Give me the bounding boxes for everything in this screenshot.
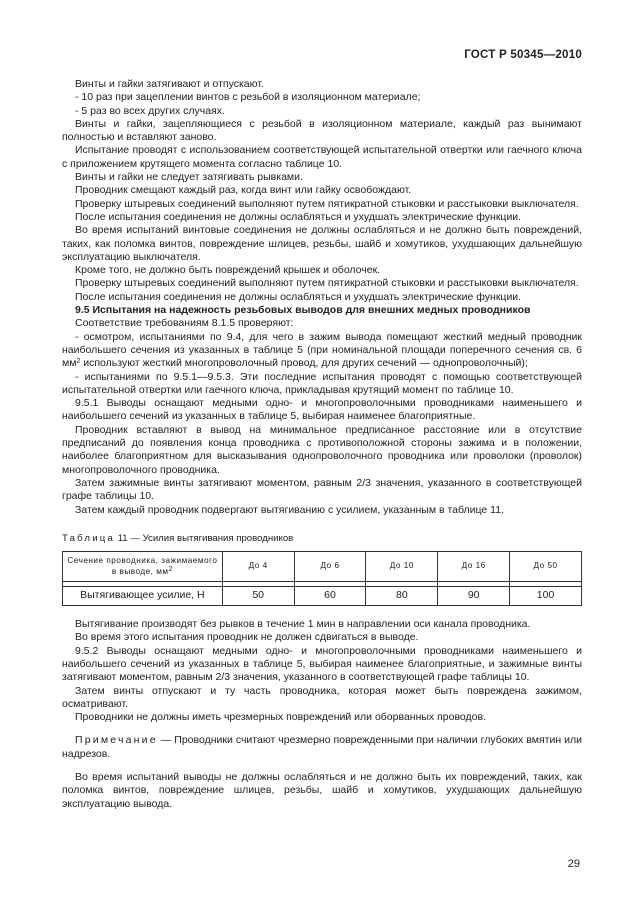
table-cell: 50 <box>222 587 294 606</box>
paragraph: После испытания соединения не должны ослабляться и ухудшать электрические функции. <box>75 290 522 303</box>
paragraph: Винты и гайки, зацепляющиеся с резьбой в изоляционном материале, каждый раз вынимают полностью и вставляют заново. <box>62 117 582 144</box>
superscript: 2 <box>76 358 81 366</box>
table-header-cell: До 6 <box>294 552 366 582</box>
paragraph: Винты и гайки не следует затягивать рывками. <box>75 171 303 184</box>
table-header-cell: До 50 <box>510 552 582 582</box>
paragraph: Проводники не должны иметь чрезмерных повреждений или оборванных проводов. <box>75 711 486 724</box>
paragraph: Затем зажимные винты затягивают моментом, равным 2/3 значения, указанного в соответствующей графе таблицы 10. <box>62 476 582 503</box>
table-header-cell: До 10 <box>366 552 438 582</box>
paragraph: Кроме того, не должно быть повреждений крышек и оболочек. <box>75 264 381 277</box>
paragraph: Соответствие требованиям 8.1.5 проверяют: <box>75 317 294 330</box>
paragraph: 9.5.2 Выводы оснащают медными одно- и многопроволочными проводниками наименьшего и наибольшего сечений из указанных в таблице 5, выбирая наименее благоприятные, и зажимные винты затягивают моментом, равным 2/3 значения, указанного в соответствующей графе таблицы 10. <box>62 644 582 684</box>
paragraph: 9.5.1 Выводы оснащают медными одно- и многопроволочными проводниками наименьшего и наибольшего сечений из указанных в таблице 5, выбирая наименее благоприятные. <box>62 397 582 423</box>
list-item: - 10 раз при зацеплении винтов с резьбой в изоляционном материале; <box>75 91 421 104</box>
note-label: Примечание <box>75 734 158 747</box>
page-content <box>62 78 582 811</box>
note-text: — Проводники считают чрезмерно поврежденными при наличии глубоких вмятин или надрезов. <box>62 734 582 760</box>
paragraph: Во время испытаний винтовые соединения не должны ослабляться и не должно быть повреждений, таких, как поломка винтов, повреждение шлицев, резьбы, шайб и хомутиков, ухудшающих дальнейшую эксплуатацию выключателя. <box>62 224 582 263</box>
table-caption <box>62 532 582 545</box>
table-header-cell: До 16 <box>438 552 510 582</box>
table-row <box>63 587 582 606</box>
paragraph: Затем винты отпускают и ту часть проводника, которая может быть повреждена зажимом, осматривают. <box>62 684 582 710</box>
paragraph: Затем каждый проводник подвергают вытягиванию с усилием, указанным в таблице 11. <box>75 503 504 516</box>
table-header-row <box>63 552 582 582</box>
list-item <box>62 331 582 371</box>
header-line: в выводе, мм <box>111 566 169 576</box>
table-cell: 100 <box>510 587 582 606</box>
paragraph: Испытание проводят с использованием соответствующей испытательной отвертки или гаечного ключа с приложением крутящего момента согласно таблице 10. <box>62 144 582 170</box>
paragraph-text: - осмотром, испытаниями по 9.4, для чего в зажим вывода помещают жесткий медный проводник наибольшего сечения из указанных в таблице 5 (при номинальной площади поперечного сечения св. 6 мм <box>62 330 582 370</box>
paragraph: Вытягивание производят без рывков в течение 1 мин в направлении оси канала проводника. <box>75 618 531 631</box>
table-caption-label: Таблица <box>62 532 116 544</box>
table-header-cell: До 4 <box>222 552 294 582</box>
list-item: - 5 раз во всех других случаях. <box>75 104 225 117</box>
paragraph: После испытания соединения не должны ослабляться и ухудшать электрические функции. <box>75 210 522 223</box>
table-cell: 60 <box>294 587 366 606</box>
header-line: Сечение проводника, зажимаемого <box>67 556 218 566</box>
document-standard-header: ГОСТ Р 50345—2010 <box>464 48 582 61</box>
superscript: 2 <box>168 565 173 573</box>
paragraph: Проводник вставляют в вывод на минимальное предписанное расстояние или в отсутствие предписаний до появления конца проводника с противоположной стороны зажима и в положении, наиболее благоприятном для высказывания однопроволочного проводника или проволоки (проволок) многопроволочного проводника. <box>62 423 582 476</box>
paragraph-text: используют жесткий многопроволочный провод, для других сечений — однопроволочный); <box>80 357 528 370</box>
paragraph: Во время испытаний выводы не должны ослабляться и не должно быть их повреждений, таких, как поломка винтов, повреждение шлицев, резьбы, шайб и хомутиков, ухудшающих дальнейшую эксплуатацию вывода. <box>62 771 582 810</box>
paragraph: Проводник смещают каждый раз, когда винт или гайку освобождают. <box>75 184 412 197</box>
table-caption-text: 11 — Усилия вытягивания проводников <box>117 532 294 544</box>
paragraph: Проверку штыревых соединений выполняют путем пятикратной стыковки и расстыковки выключателя. <box>75 277 579 290</box>
paragraph: Проверку штыревых соединений выполняют путем пятикратной стыковки и расстыковки выключателя. <box>75 197 579 210</box>
table-header-cell <box>63 552 223 582</box>
table-cell: 80 <box>366 587 438 606</box>
table-cell: 90 <box>438 587 510 606</box>
paragraph: Во время этого испытания проводник не должен сдвигаться в выводе. <box>75 631 419 644</box>
paragraph: Винты и гайки затягивают и отпускают. <box>75 78 264 90</box>
note <box>62 734 582 761</box>
page-number: 29 <box>567 858 580 870</box>
section-heading: 9.5 Испытания на надежность резьбовых выводов для внешних медных проводников <box>75 304 531 317</box>
list-item: - испытаниями по 9.5.1—9.5.3. Эти последние испытания проводят с помощью соответствующей испытательной отвертки или гаечного ключа, прикладывая крутящий момент по таблице 10. <box>62 370 582 396</box>
pull-force-table <box>62 551 582 606</box>
table-row-label: Вытягивающее усилие, Н <box>63 587 223 606</box>
